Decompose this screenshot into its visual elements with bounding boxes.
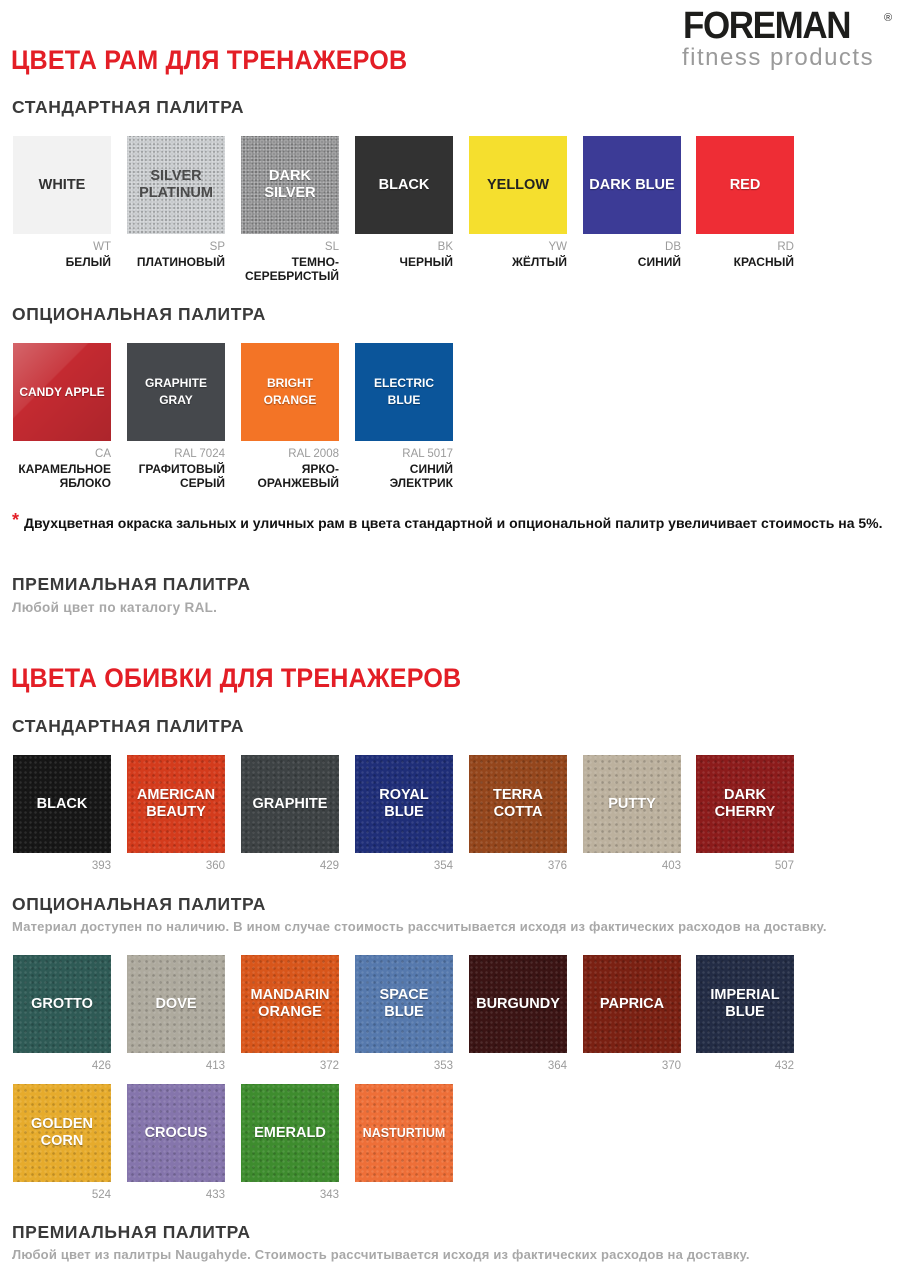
swatch-burgundy [469,955,567,1053]
swatch-russian-name: ГРАФИТОВЫЙ СЕРЫЙ [138,462,225,490]
swatch-putty [583,755,681,853]
swatch-label: DOVE [155,995,197,1012]
swatch-dark-cherry [696,755,794,853]
swatch-label: EMERALD [254,1124,326,1141]
swatch-label: CANDY APPLE [19,384,105,399]
swatch-label: ELECTRIC BLUE [374,376,434,407]
swatch-code: SP [209,241,225,253]
upholstery-title: ЦВЕТА ОБИВКИ ДЛЯ ТРЕНАЖЕРОВ [11,663,462,693]
swatch-label: GROTTO [31,995,93,1012]
swatch-candy-apple [13,343,111,441]
swatch-code: BK [437,241,453,253]
swatch-white [13,136,111,234]
swatch-graphite [241,755,339,853]
swatch-label: MANDARIN ORANGE [250,987,330,1020]
swatch-terra-cotta [469,755,567,853]
swatch-code: 413 [205,1060,225,1072]
swatch-graphite-gray [127,343,225,441]
swatch-label: WHITE [38,176,86,193]
upholstery-standard-heading: СТАНДАРТНАЯ ПАЛИТРА [12,716,245,736]
swatch-label: ROYAL BLUE [379,787,429,820]
upholstery-premium-heading: ПРЕМИАЛЬНАЯ ПАЛИТРА [12,1222,251,1242]
swatch-code: 364 [547,1060,567,1072]
swatch-russian-name: ТЕМНО-СЕРЕБРИСТЫЙ [244,255,339,283]
upholstery-optional-note: Материал доступен по наличию. В ином случае стоимость рассчитывается исходя из фактических расходов на доставку. [12,919,827,934]
swatch-code: 354 [433,860,453,872]
swatch-code: RAL 5017 [402,448,453,460]
swatch-code: RAL 7024 [174,448,225,460]
swatch-label: SILVER PLATINUM [139,168,213,201]
swatch-dark-silver [241,136,339,234]
swatch-label: BRIGHT ORANGE [263,376,317,407]
swatch-label: NASTURTIUM [362,1125,446,1140]
frames-optional-heading: ОПЦИОНАЛЬНАЯ ПАЛИТРА [12,304,266,324]
swatch-label: YELLOW [486,176,550,193]
swatch-code: 524 [91,1189,111,1201]
swatch-dark-blue [583,136,681,234]
swatch-code: 370 [661,1060,681,1072]
frames-premium-text: Любой цвет по каталогу RAL. [12,600,218,615]
upholstery-optional-heading: ОПЦИОНАЛЬНАЯ ПАЛИТРА [12,894,266,914]
frames-title: ЦВЕТА РАМ ДЛЯ ТРЕНАЖЕРОВ [11,45,408,75]
swatch-electric-blue [355,343,453,441]
swatch-label: AMERICAN BEAUTY [136,787,216,820]
swatch-nasturtium [355,1084,453,1182]
swatch-silver-platinum [127,136,225,234]
swatch-label: RED [729,176,761,193]
swatch-space-blue [355,955,453,1053]
swatch-label: DARK BLUE [589,176,675,193]
swatch-royal-blue [355,755,453,853]
swatch-code: 372 [319,1060,339,1072]
swatch-russian-name: ЯРКО-ОРАНЖЕВЫЙ [257,462,339,490]
brand-tagline: fitness products [682,44,875,71]
swatch-code: 360 [205,860,225,872]
swatch-code: SL [324,241,339,253]
swatch-code: 429 [319,860,339,872]
swatch-label: TERRA COTTA [493,787,543,820]
swatch-russian-name: ЧЕРНЫЙ [399,255,453,269]
swatch-label: SPACE BLUE [379,987,429,1020]
swatch-dove [127,955,225,1053]
two-tone-note: Двухцветная окраска зальных и уличных рам в цвета стандартной и опциональной палитр увеличивает стоимость на 5%. [24,515,883,531]
swatch-code: 403 [661,860,681,872]
swatch-label: GRAPHITE [252,795,328,812]
swatch-imperial-blue [696,955,794,1053]
swatch-code: 393 [91,860,111,872]
registered-mark: ® [884,12,893,24]
frames-premium-heading: ПРЕМИАЛЬНАЯ ПАЛИТРА [12,574,251,594]
swatch-code: RAL 2008 [288,448,339,460]
swatch-code: DB [665,241,681,253]
swatch-label: GOLDEN CORN [30,1116,94,1149]
swatch-label: GRAPHITE GRAY [144,376,207,407]
swatch-black [355,136,453,234]
swatch-russian-name: БЕЛЫЙ [65,255,111,269]
upholstery-premium-text: Любой цвет из палитры Naugahyde. Стоимость рассчитывается исходя из фактических расходов на доставку. [12,1247,750,1262]
swatch-label: CROCUS [144,1124,208,1141]
swatch-label: PUTTY [608,795,656,812]
swatch-red [696,136,794,234]
swatch-label: BLACK [378,176,430,193]
swatch-crocus [127,1084,225,1182]
swatch-code: RD [777,241,794,253]
swatch-american-beauty [127,755,225,853]
swatch-grotto [13,955,111,1053]
swatch-label: BURGUNDY [476,995,560,1012]
frames-standard-heading: СТАНДАРТНАЯ ПАЛИТРА [12,97,245,117]
swatch-golden-corn [13,1084,111,1182]
swatch-code: 432 [774,1060,794,1072]
swatch-code: 426 [91,1060,111,1072]
swatch-code: 343 [319,1189,339,1201]
swatch-emerald [241,1084,339,1182]
swatch-russian-name: ПЛАТИНОВЫЙ [136,255,225,269]
swatch-mandarin-orange [241,955,339,1053]
swatch-label: BLACK [36,795,88,812]
swatch-code: 376 [547,860,567,872]
brand-logo: FOREMAN [683,5,851,47]
swatch-label: PAPRICA [599,995,665,1012]
swatch-code: 353 [433,1060,453,1072]
swatch-russian-name: СИНИЙ [637,255,681,269]
swatch-yellow [469,136,567,234]
swatch-russian-name: ЖЁЛТЫЙ [512,255,567,269]
swatch-code: YW [548,241,567,253]
swatch-label: IMPERIAL BLUE [710,987,780,1020]
swatch-code: 507 [774,860,794,872]
swatch-black [13,755,111,853]
swatch-russian-name: КРАСНЫЙ [733,255,794,269]
swatch-russian-name: КАРАМЕЛЬНОЕ ЯБЛОКО [18,462,111,490]
swatch-label: DARK SILVER [264,168,316,201]
note-asterisk: * [12,510,20,530]
swatch-code: WT [93,241,111,253]
swatch-russian-name: СИНИЙ ЭЛЕКТРИК [389,462,453,490]
swatch-bright-orange [241,343,339,441]
swatch-code: 433 [205,1189,225,1201]
swatch-paprica [583,955,681,1053]
swatch-label: DARK CHERRY [714,787,776,820]
swatch-code: CA [95,448,111,460]
